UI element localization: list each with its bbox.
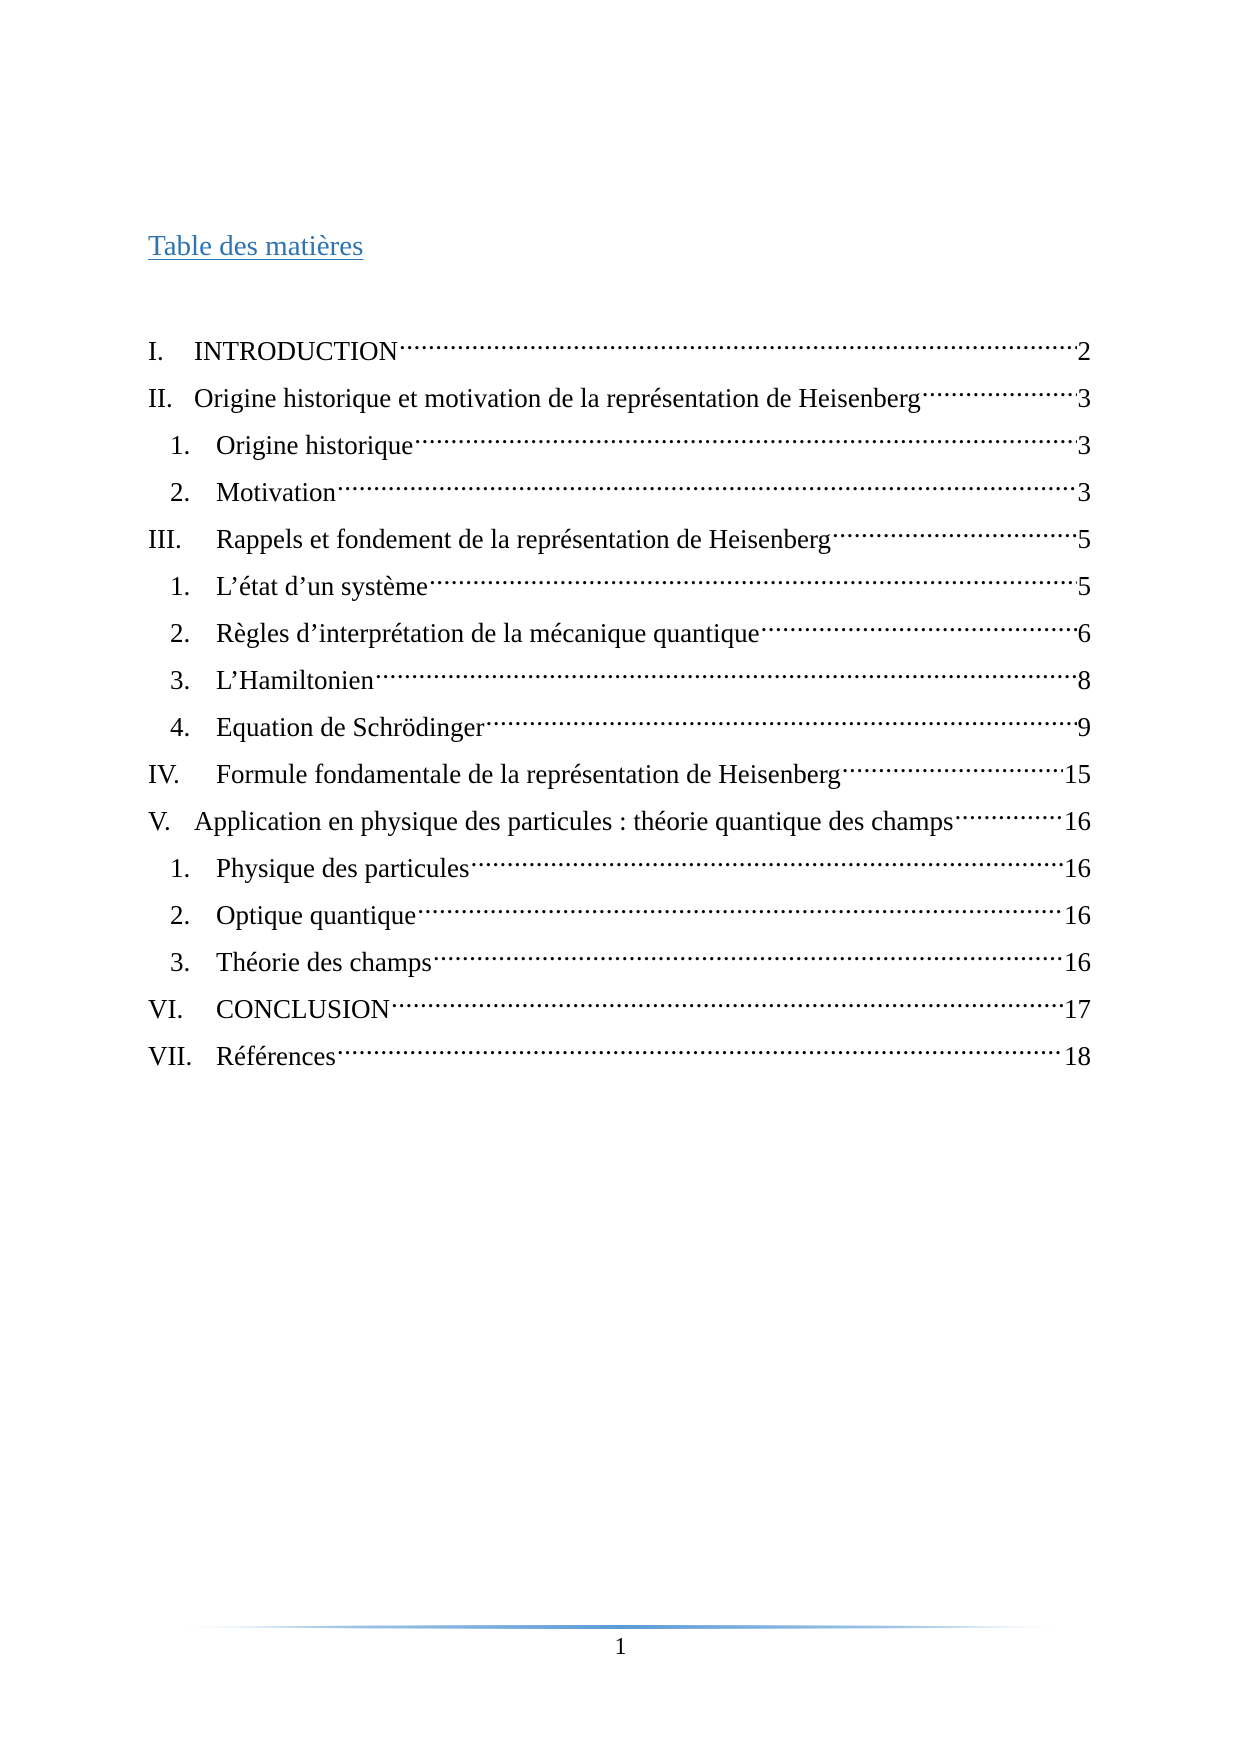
toc-entry-number: 3.: [170, 665, 191, 695]
toc-dot-leader: [842, 753, 1063, 783]
toc-entry-text: Equation de Schrödinger: [216, 712, 485, 742]
toc-entry-number: 1.: [170, 430, 191, 460]
toc-entry-hamiltonien[interactable]: [148, 659, 1091, 706]
toc-dot-leader: [337, 471, 1077, 501]
toc-entry-text: Motivation: [216, 477, 336, 507]
toc-entry-optique-quantique[interactable]: [148, 894, 1091, 941]
toc-entry-page: 15: [1064, 759, 1091, 789]
toc-entry-number: 2.: [170, 618, 191, 648]
toc-entry-number: I.: [148, 336, 164, 366]
toc-entry-number: 2.: [170, 900, 191, 930]
toc-dot-leader: [417, 894, 1063, 924]
toc-entry-text: Application en physique des particules : théorie quantique des champs: [194, 806, 954, 836]
toc-entry-number: 1.: [170, 571, 191, 601]
toc-entry-references[interactable]: [148, 1035, 1091, 1082]
toc-entry-page: 3: [1077, 383, 1091, 413]
toc-entry-page: 5: [1077, 571, 1091, 601]
toc-dot-leader: [922, 377, 1077, 407]
page-number: 1: [614, 1634, 627, 1660]
toc-entry-page: 2: [1077, 336, 1091, 366]
toc-entry-number: 4.: [170, 712, 191, 742]
toc-dot-leader: [391, 988, 1063, 1018]
toc-entry-text: Règles d’interprétation de la mécanique quantique: [216, 618, 760, 648]
toc-entry-text: Rappels et fondement de la représentation de Heisenberg: [216, 524, 832, 554]
toc-entry-page: 9: [1077, 712, 1091, 742]
toc-dot-leader: [429, 565, 1077, 595]
toc-entry-text: Références: [216, 1041, 336, 1071]
toc-entry-page: 16: [1064, 806, 1091, 836]
toc-entry-origine-historique[interactable]: [148, 424, 1091, 471]
toc-entry-text: L’Hamiltonien: [216, 665, 374, 695]
toc-entry-text: INTRODUCTION: [194, 336, 398, 366]
toc-entry-page: 3: [1077, 477, 1091, 507]
toc-entry-page: 3: [1077, 430, 1091, 460]
toc-entry-conclusion[interactable]: [148, 988, 1091, 1035]
toc-dot-leader: [433, 941, 1063, 971]
toc-entry-page: 16: [1064, 947, 1091, 977]
toc-entry-regles-interpretation[interactable]: [148, 612, 1091, 659]
toc-entry-number: 1.: [170, 853, 191, 883]
toc-entry-number: VI.: [148, 994, 184, 1024]
toc-entry-text: Optique quantique: [216, 900, 417, 930]
toc-entry-origine-motivation[interactable]: [148, 377, 1091, 424]
toc-entry-introduction[interactable]: [148, 330, 1091, 377]
toc-entry-text: Physique des particules: [216, 853, 470, 883]
toc-dot-leader: [470, 847, 1063, 877]
toc-entry-motivation[interactable]: [148, 471, 1091, 518]
toc-dot-leader: [375, 659, 1077, 689]
toc-entry-text: Origine historique et motivation de la représentation de Heisenberg: [194, 383, 921, 413]
toc-entry-etat-systeme[interactable]: [148, 565, 1091, 612]
toc-entry-page: 6: [1077, 618, 1091, 648]
toc-dot-leader: [761, 612, 1077, 642]
toc-entry-number: 3.: [170, 947, 191, 977]
toc-entry-theorie-champs[interactable]: [148, 941, 1091, 988]
toc-title: Table des matières: [148, 230, 364, 262]
toc-entry-number: II.: [148, 383, 173, 413]
toc-dot-leader: [414, 424, 1076, 454]
toc-entry-formule-fondamentale[interactable]: [148, 753, 1091, 800]
toc-dot-leader: [485, 706, 1076, 736]
toc-entry-text: CONCLUSION: [216, 994, 391, 1024]
toc-entry-page: 5: [1077, 524, 1091, 554]
footer-divider: [170, 1624, 1070, 1630]
toc-entry-text: Origine historique: [216, 430, 414, 460]
toc-entry-page: 16: [1064, 900, 1091, 930]
toc-entry-page: 18: [1064, 1041, 1091, 1071]
toc-entry-text: Théorie des champs: [216, 947, 432, 977]
toc-entry-number: VII.: [148, 1041, 193, 1071]
toc-entry-number: V.: [148, 806, 171, 836]
toc-entry-number: 2.: [170, 477, 191, 507]
toc-entry-page: 8: [1077, 665, 1091, 695]
toc-entry-page: 16: [1064, 853, 1091, 883]
toc-entry-schrodinger[interactable]: [148, 706, 1091, 753]
toc-entry-rappels-fondement[interactable]: [148, 518, 1091, 565]
toc-entry-text: Formule fondamentale de la représentation de Heisenberg: [216, 759, 841, 789]
toc-entry-number: III.: [148, 524, 182, 554]
toc-dot-leader: [337, 1035, 1063, 1065]
toc-entry-number: IV.: [148, 759, 180, 789]
toc-dot-leader: [832, 518, 1076, 548]
toc-list: [148, 330, 1091, 1082]
toc-entry-physique-particules[interactable]: [148, 847, 1091, 894]
toc-entry-application-physique[interactable]: [148, 800, 1091, 847]
toc-dot-leader: [955, 800, 1063, 830]
toc-dot-leader: [399, 330, 1077, 360]
toc-entry-page: 17: [1064, 994, 1091, 1024]
toc-entry-text: L’état d’un système: [216, 571, 428, 601]
